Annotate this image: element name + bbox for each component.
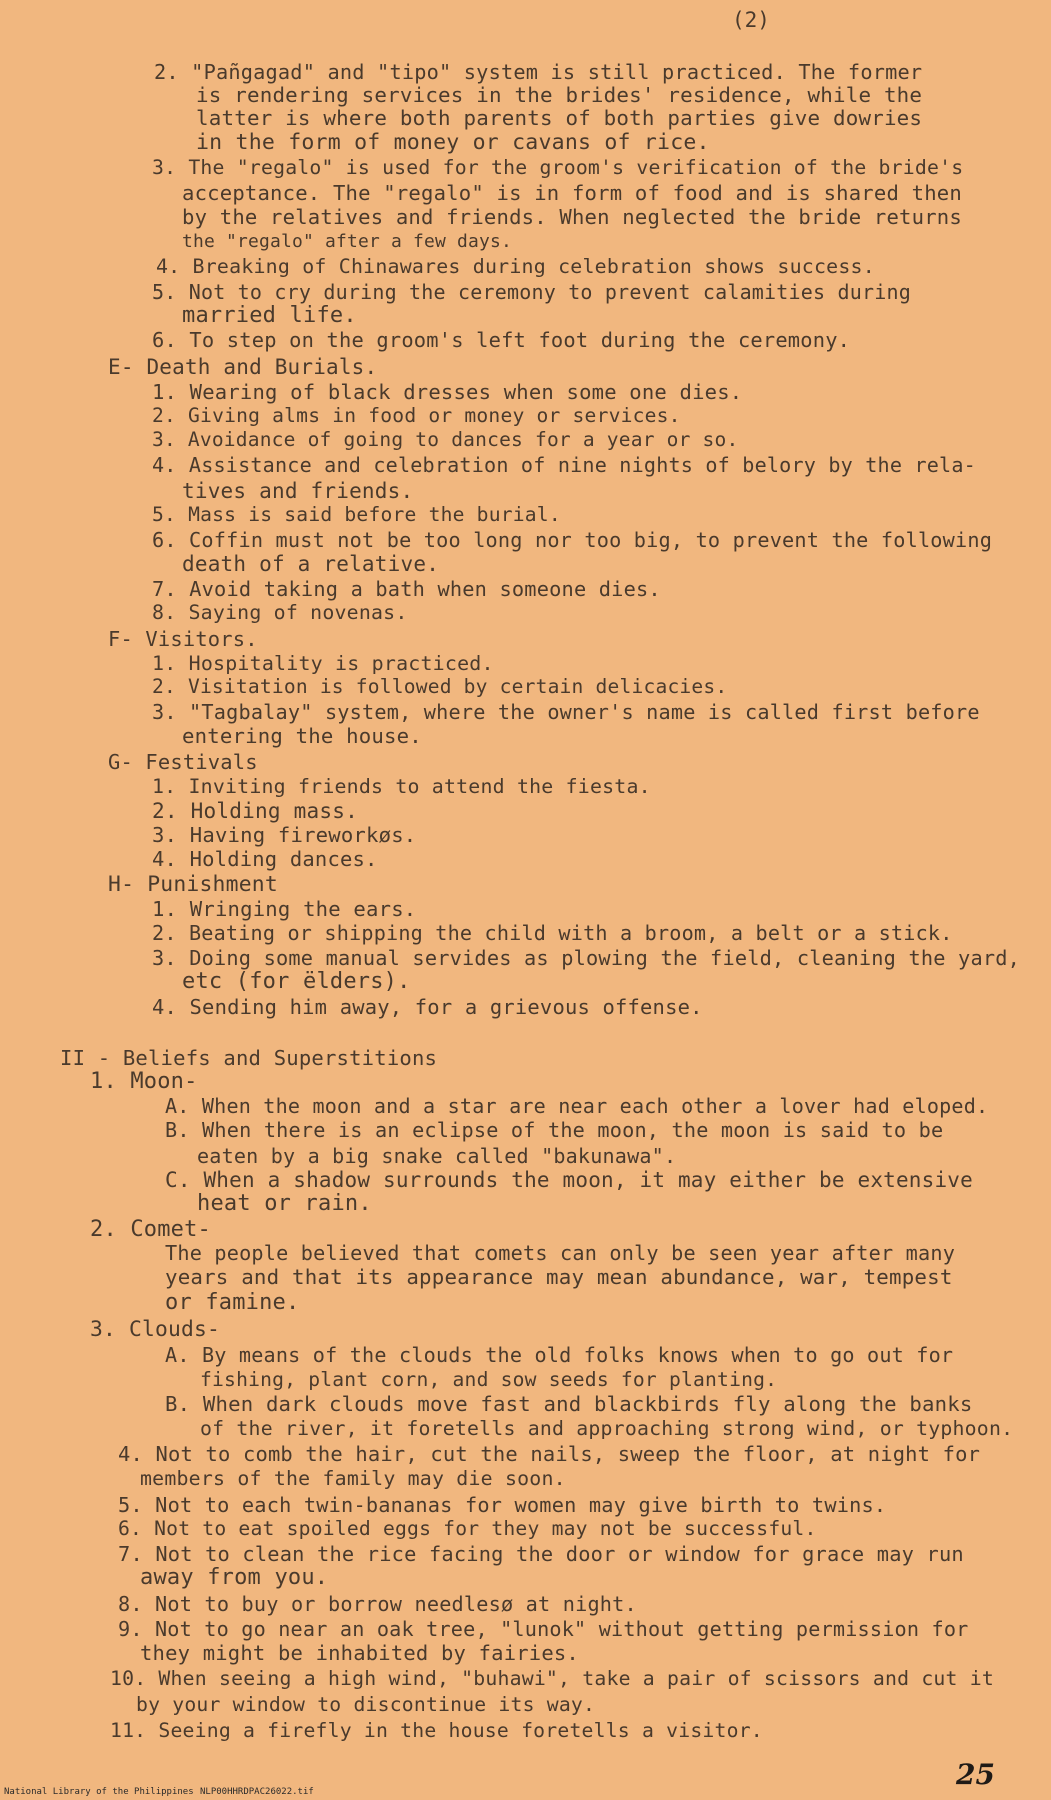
text-line: 3. The "regalo" is used for the groom's verification of the bride's bbox=[152, 156, 964, 179]
text-line: 5. Not to each twin-bananas for women may give birth to twins. bbox=[118, 1493, 887, 1517]
text-line: The people believed that comets can only be seen year after many bbox=[165, 1241, 956, 1265]
text-line: F- Visitors. bbox=[108, 627, 258, 651]
text-line: or famine. bbox=[165, 1290, 300, 1315]
text-line: A. When the moon and a star are near each other a lover had eloped. bbox=[165, 1094, 989, 1118]
text-line: 3. "Tagbalay" system, where the owner's name is called first before bbox=[152, 700, 980, 724]
text-line: tives and friends. bbox=[182, 478, 414, 503]
text-line: 2. "Pañgagad" and "tipo" system is still practiced. The former bbox=[154, 60, 923, 84]
text-line: 3. Clouds- bbox=[90, 1317, 221, 1342]
text-line: by your window to discontinue its way. bbox=[136, 1693, 596, 1716]
text-line: G- Festivals bbox=[108, 750, 258, 774]
text-line: B. When there is an eclipse of the moon, the moon is said to be bbox=[165, 1118, 944, 1142]
text-line: H- Punishment bbox=[108, 872, 278, 897]
text-line: eaten by a big snake called "bakunawa". bbox=[197, 1144, 677, 1168]
text-line: by the relatives and friends. When neglected the bride returns bbox=[182, 205, 962, 229]
text-line: E- Death and Burials. bbox=[108, 355, 378, 379]
text-line: 5. Mass is said before the burial. bbox=[152, 503, 561, 526]
text-line: 3. Having fireworkøs. bbox=[152, 823, 417, 847]
text-line: years and that its appearance may mean abundance, war, tempest bbox=[165, 1265, 953, 1289]
text-line: 6. Not to eat spoiled eggs for they may not be successful. bbox=[118, 1517, 817, 1540]
page-number: (2) bbox=[732, 8, 770, 32]
text-line: in the form of money or cavans of rice. bbox=[196, 130, 710, 155]
footer-library-name: National Library of the Philippines bbox=[4, 1787, 194, 1797]
text-line: 4. Assistance and celebration of nine nights of belory by the rela- bbox=[152, 453, 976, 477]
text-line: 4. Breaking of Chinawares during celebration shows success. bbox=[156, 255, 875, 278]
text-line: II - Beliefs and Superstitions bbox=[60, 1046, 438, 1070]
handwritten-page-number: 25 bbox=[956, 1758, 995, 1791]
text-line: members of the family may die soon. bbox=[140, 1467, 566, 1490]
text-line: 11. Seeing a firefly in the house foretells a visitor. bbox=[110, 1719, 763, 1742]
text-line: 5. Not to cry during the ceremony to prevent calamities during bbox=[152, 280, 911, 304]
text-line: latter is where both parents of both parties give dowries bbox=[196, 106, 923, 130]
text-line: 8. Saying of novenas. bbox=[152, 601, 408, 624]
text-line: C. When a shadow surrounds the moon, it may either be extensive bbox=[165, 1168, 973, 1192]
text-line: etc (for ëlders). bbox=[182, 969, 411, 994]
text-line: 2. Beating or shipping the child with a broom, a belt or a stick. bbox=[152, 921, 953, 945]
text-line: away from you. bbox=[140, 1565, 329, 1590]
text-line: heat or rain. bbox=[197, 1191, 372, 1216]
text-line: 1. Wearing of black dresses when some one dies. bbox=[152, 380, 743, 404]
text-line: 9. Not to go near an oak tree, "lunok" without getting permission for bbox=[118, 1617, 969, 1641]
text-line: the "regalo" after a few days. bbox=[182, 231, 512, 252]
text-line: entering the house. bbox=[182, 724, 422, 748]
text-line: they might be inhabited by fairies. bbox=[140, 1641, 579, 1665]
text-line: 10. When seeing a high wind, "buhawi", take a pair of scissors and cut it bbox=[110, 1667, 994, 1690]
text-line: 7. Avoid taking a bath when someone dies. bbox=[152, 577, 661, 601]
footer-filename: NLP00HHRDPAC26022.tif bbox=[200, 1787, 314, 1797]
scan-footer bbox=[0, 1785, 1051, 1800]
text-line: B. When dark clouds move fast and blackbirds fly along the banks bbox=[165, 1392, 973, 1416]
text-line: 3. Doing some manual servides as plowing the field, cleaning the yard, bbox=[152, 946, 1021, 970]
text-line: is rendering services in the brides' residence, while the bbox=[196, 83, 923, 107]
text-line: 8. Not to buy or borrow needlesø at night. bbox=[118, 1592, 637, 1616]
text-line: married life. bbox=[182, 303, 357, 328]
text-line: 3. Avoidance of going to dances for a year or so. bbox=[152, 428, 739, 451]
text-line: A. By means of the clouds the old folks knows when to go out for bbox=[165, 1343, 954, 1367]
text-line: acceptance. The "regalo" is in form of food and is shared then bbox=[182, 181, 962, 205]
text-line: 1. Hospitality is practiced. bbox=[152, 651, 494, 675]
text-line: 1. Moon- bbox=[90, 1069, 198, 1094]
text-line: 6. To step on the groom's left foot during the ceremony. bbox=[152, 328, 851, 352]
text-line: 4. Not to comb the hair, cut the nails, sweep the floor, at night for bbox=[118, 1442, 981, 1466]
text-line: fishing, plant corn, and sow seeds for planting. bbox=[200, 1368, 778, 1391]
text-line: 6. Coffin must not be too long nor too big, to prevent the following bbox=[152, 528, 993, 552]
text-line: of the river, it foretells and approaching strong wind, or typhoon. bbox=[200, 1417, 1014, 1440]
text-line: 1. Inviting friends to attend the fiesta. bbox=[152, 775, 651, 798]
text-line: 2. Visitation is followed by certain delicacies. bbox=[152, 675, 728, 698]
text-line: 7. Not to clean the rice facing the door or window for grace may run bbox=[118, 1542, 964, 1566]
text-line: 4. Holding dances. bbox=[152, 847, 378, 871]
text-line: 2. Giving alms in food or money or services. bbox=[152, 404, 681, 427]
text-line: death of a relative. bbox=[182, 551, 440, 576]
text-line: 1. Wringing the ears. bbox=[152, 897, 417, 921]
text-line: 2. Comet- bbox=[90, 1217, 212, 1242]
text-line: 2. Holding mass. bbox=[152, 798, 358, 823]
text-line: 4. Sending him away, for a grievous offense. bbox=[152, 995, 703, 1019]
